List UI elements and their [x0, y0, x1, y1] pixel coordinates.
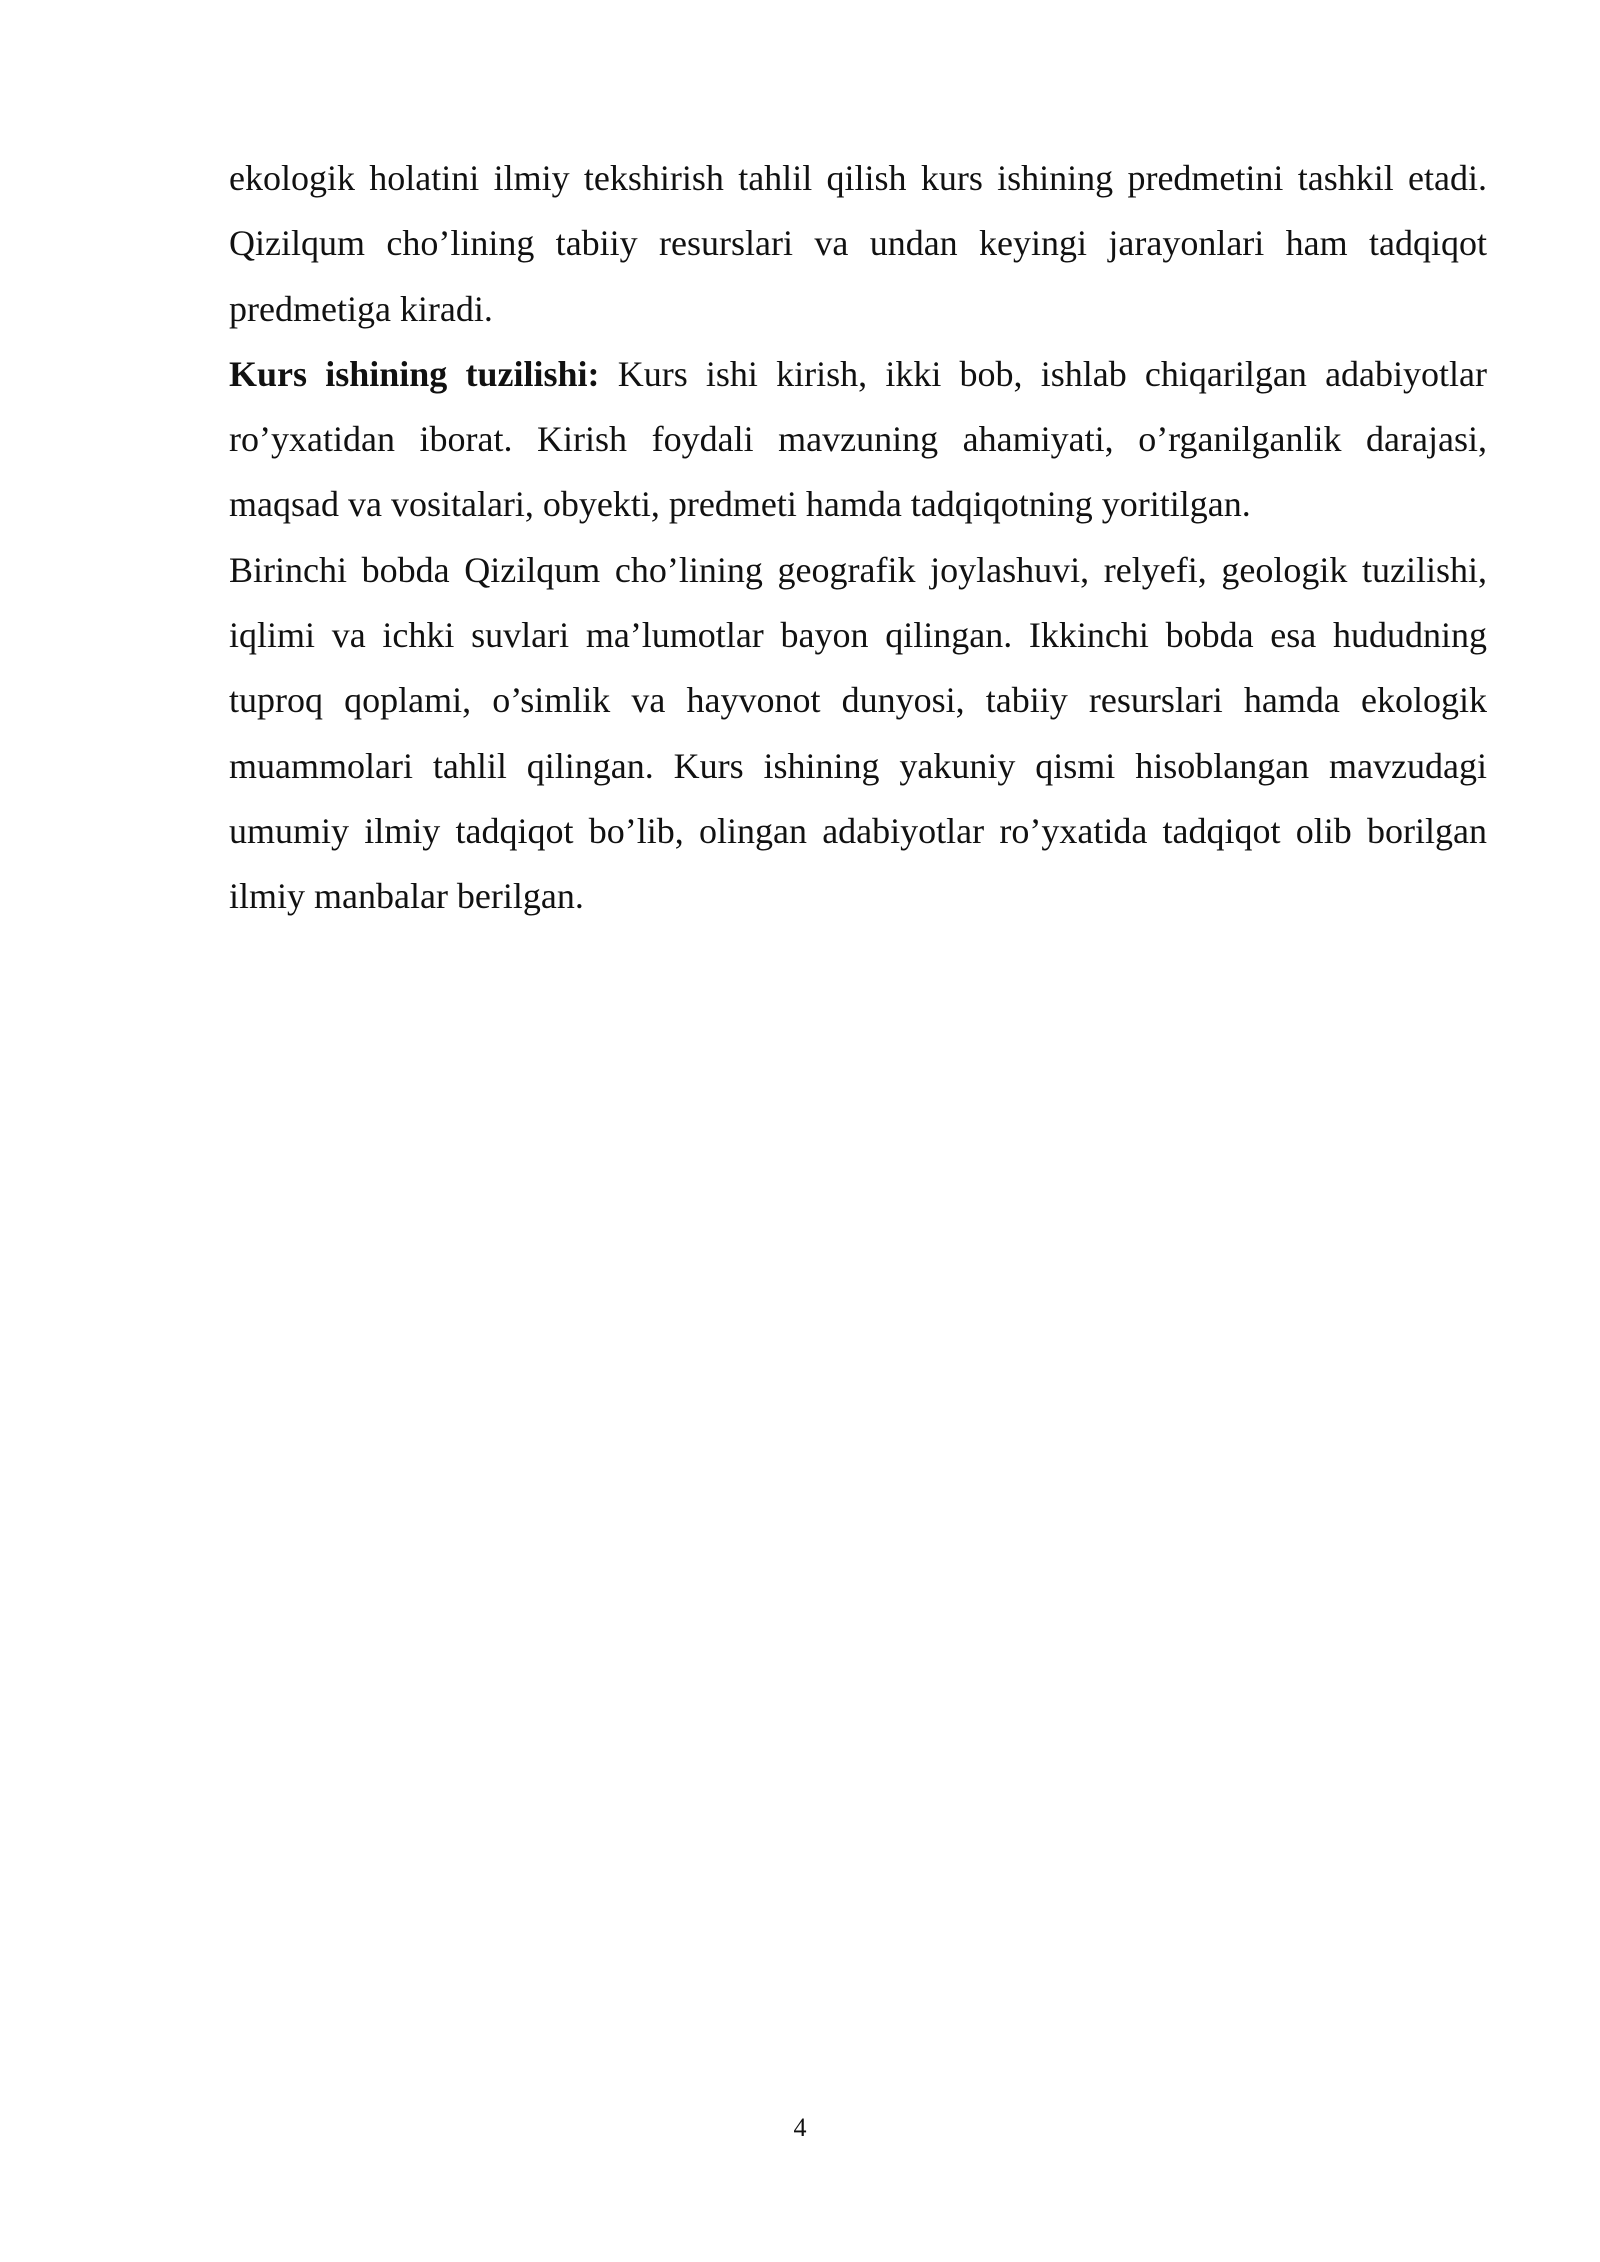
paragraph-structure-text: Kurs ishi kirish, ikki bob, ishlab chiqarilgan adabiyotlar ro’yxatidan iborat. Kirish foydali mavzuning ahamiyati, o’rganilganlik darajasi, maqsad va vositalari, obyekti, predmeti hamda tadqiqotning yoritilgan.	[229, 353, 1487, 525]
paragraph-structure	[229, 342, 1487, 538]
page-body	[229, 146, 1487, 930]
page-number: 4	[793, 2113, 807, 2142]
structure-heading: Kurs ishining tuzilishi:	[229, 353, 600, 394]
paragraph-chapters	[229, 538, 1487, 930]
paragraph-chapters-text: Birinchi bobda Qizilqum cho’lining geografik joylashuvi, relyefi, geologik tuzilishi, iqlimi va ichki suvlari ma’lumotlar bayon qilingan. Ikkinchi bobda esa hududning tuproq qoplami, o’simlik va hayvonot dunyosi, tabiiy resurslari hamda ekologik muammolari tahlil qilingan. Kurs ishining yakuniy qismi hisoblangan mavzudagi umumiy ilmiy tadqiqot bo’lib, olingan adabiyotlar ro’yxatida tadqiqot olib borilgan ilmiy manbalar berilgan.	[229, 549, 1487, 917]
paragraph-predmet	[229, 146, 1487, 342]
paragraph-predmet-text: ekologik holatini ilmiy tekshirish tahlil qilish kurs ishining predmetini tashkil etadi. Qizilqum cho’lining tabiiy resurslari va undan keyingi jarayonlari ham tadqiqot predmetiga kiradi.	[229, 158, 1487, 329]
